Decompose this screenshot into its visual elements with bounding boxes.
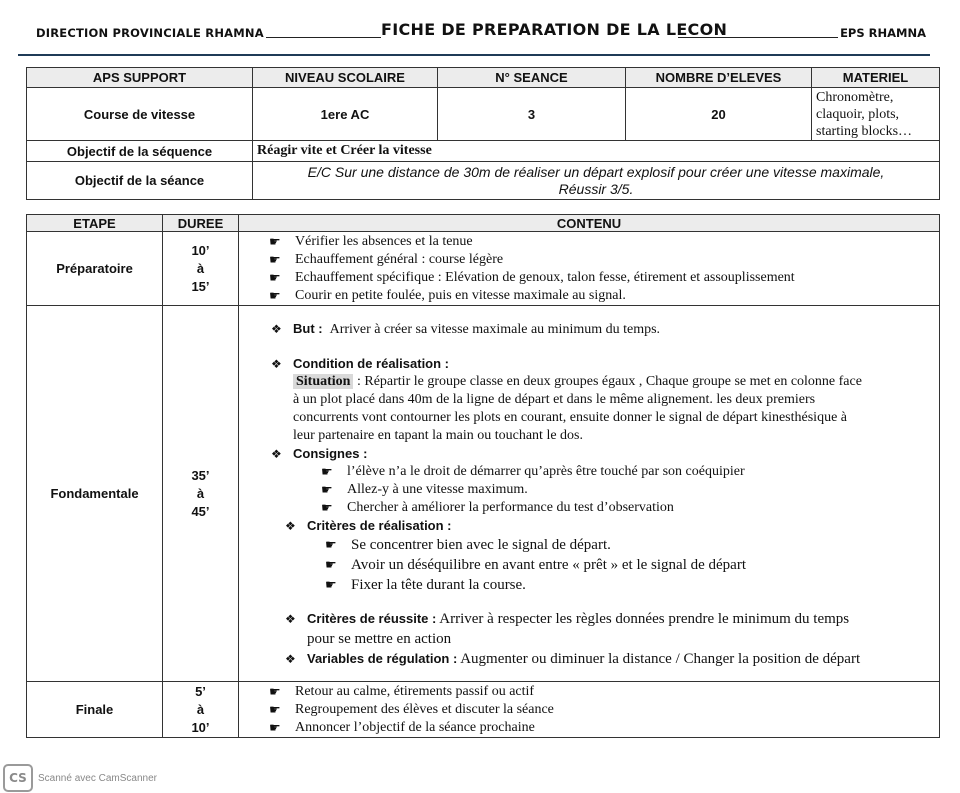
pointing-hand-icon: ☛ — [269, 234, 281, 249]
page-title: FICHE DE PREPARATION DE LA LECON — [381, 20, 728, 39]
list-item-text: Annoncer l’objectif de la séance prochaine — [295, 720, 535, 735]
pointing-hand-icon: ☛ — [269, 252, 281, 267]
pointing-hand-icon: ☛ — [269, 684, 281, 699]
list-item — [269, 269, 939, 287]
header-seance: N° SEANCE — [438, 68, 626, 88]
duree-sep: à — [196, 485, 205, 501]
objectif-seance-value — [253, 162, 940, 200]
list-item — [325, 575, 939, 595]
condition-section — [271, 355, 939, 373]
situation-line: à un plot placé dans 40m de la ligne de départ et dans le même alignement. les deux premiers — [293, 392, 816, 407]
objectif-sequence-row — [27, 141, 940, 162]
camscanner-watermark — [3, 764, 157, 792]
contenu-finale — [239, 682, 940, 738]
list-item-text: Chercher à améliorer la performance du test d’observation — [347, 500, 674, 515]
duree-end: 10’ — [191, 719, 210, 735]
pointing-hand-icon: ☛ — [325, 557, 337, 572]
diamond-bullet-icon: ❖ — [285, 519, 296, 533]
consignes-list — [271, 463, 939, 517]
list-item-text: Allez-y à une vitesse maximum. — [347, 482, 528, 497]
list-item — [321, 499, 939, 517]
objectif-seance-line: E/C Sur une distance de 30m de réaliser un départ explosif pour créer une vitesse maximale, — [307, 163, 885, 180]
diamond-bullet-icon: ❖ — [271, 322, 282, 336]
objectif-sequence-label: Objectif de la séquence — [27, 141, 253, 162]
variables-label: Variables de régulation : — [307, 651, 458, 666]
variables-text: Augmenter ou diminuer la distance / Changer la position de départ — [460, 651, 861, 667]
materiel-line: claquoir, plots, — [816, 106, 900, 122]
contenu-preparatoire — [239, 232, 940, 306]
situation-block — [271, 373, 939, 445]
row-finale — [27, 682, 940, 738]
header-left: DIRECTION PROVINCIALE RHAMNA — [36, 26, 264, 40]
list-item-text: Se concentrer bien avec le signal de départ. — [351, 537, 611, 553]
list-item-text: Avoir un déséquilibre en avant entre « prêt » et le signal de départ — [351, 557, 746, 573]
objectif-seance-row — [27, 162, 940, 200]
header-contenu: CONTENU — [239, 215, 940, 232]
etape-finale: Finale — [27, 682, 163, 738]
pointing-hand-icon: ☛ — [269, 270, 281, 285]
list-item — [269, 251, 939, 269]
list-item — [269, 683, 939, 701]
lesson-header-row — [27, 215, 940, 232]
situation-label: Situation — [293, 374, 353, 389]
header-aps: APS SUPPORT — [27, 68, 253, 88]
header-etape: ETAPE — [27, 215, 163, 232]
duree-sep: à — [196, 701, 205, 717]
info-header-row — [27, 68, 940, 88]
header-right: EPS RHAMNA — [840, 26, 926, 40]
list-item-text: l’élève n’a le droit de démarrer qu’après être touché par son coéquipier — [347, 464, 745, 479]
seance-value: 3 — [438, 88, 626, 141]
materiel-line: starting blocks… — [816, 123, 913, 139]
criteres-realisation-list — [271, 535, 939, 595]
camscanner-text: Scanné avec CamScanner — [38, 772, 157, 784]
consignes-label: Consignes : — [293, 446, 368, 461]
diamond-bullet-icon: ❖ — [285, 652, 296, 666]
list-item — [269, 701, 939, 719]
duree-preparatoire — [163, 232, 239, 306]
niveau-value: 1ere AC — [253, 88, 438, 141]
info-values-row — [27, 88, 940, 141]
duree-start: 10’ — [191, 242, 210, 258]
pointing-hand-icon: ☛ — [321, 500, 333, 515]
diamond-bullet-icon: ❖ — [271, 357, 282, 371]
duree-start: 35’ — [191, 467, 210, 483]
list-item — [321, 481, 939, 499]
but-text: Arriver à créer sa vitesse maximale au minimum du temps. — [329, 322, 661, 337]
etape-fondamentale: Fondamentale — [27, 306, 163, 682]
pointing-hand-icon: ☛ — [325, 537, 337, 552]
duree-end: 45’ — [191, 503, 210, 519]
etape-preparatoire: Préparatoire — [27, 232, 163, 306]
objectif-seance-label: Objectif de la séance — [27, 162, 253, 200]
list-item — [269, 233, 939, 251]
criteres-reussite-text: pour se mettre en action — [307, 631, 452, 647]
lesson-table — [26, 214, 940, 738]
materiel-line: Chronomètre, — [816, 89, 894, 105]
objectif-seance-line: Réussir 3/5. — [558, 180, 634, 197]
pointing-hand-icon: ☛ — [321, 482, 333, 497]
variables-section — [271, 649, 939, 669]
header-niveau: NIVEAU SCOLAIRE — [253, 68, 438, 88]
consignes-section — [271, 445, 939, 463]
header-rule-right — [678, 37, 838, 38]
list-item-text: Fixer la tête durant la course. — [351, 577, 526, 593]
list-item — [325, 535, 939, 555]
duree-sep: à — [196, 260, 205, 276]
info-table — [26, 67, 940, 200]
list-item-text: Courir en petite foulée, puis en vitesse maximale au signal. — [295, 288, 626, 303]
criteres-realisation-label: Critères de réalisation : — [307, 518, 452, 533]
header-divider — [18, 54, 930, 56]
list-item-text: Retour au calme, étirements passif ou actif — [295, 684, 535, 699]
pointing-hand-icon: ☛ — [269, 720, 281, 735]
list-item — [325, 555, 939, 575]
diamond-bullet-icon: ❖ — [285, 612, 296, 626]
diamond-bullet-icon: ❖ — [271, 447, 282, 461]
list-item-text: Echauffement général : course légère — [295, 252, 504, 267]
camscanner-logo-icon: CS — [3, 764, 33, 792]
criteres-reussite-section — [271, 609, 939, 649]
list-item-text: Regroupement des élèves et discuter la séance — [295, 702, 554, 717]
criteres-reussite-text: Arriver à respecter les règles données prendre le minimum du temps — [439, 611, 850, 627]
eleves-value: 20 — [626, 88, 812, 141]
row-preparatoire — [27, 232, 940, 306]
list-item — [321, 463, 939, 481]
list-item-text: Vérifier les absences et la tenue — [295, 234, 473, 249]
situation-line: leur partenaire en tapant la main ou touchant le dos. — [293, 428, 584, 443]
but-label: But : — [293, 321, 323, 336]
pointing-hand-icon: ☛ — [269, 702, 281, 717]
materiel-value — [812, 88, 940, 141]
situation-line: : Répartir le groupe classe en deux groupes égaux , Chaque groupe se met en colonne face — [353, 374, 862, 389]
row-fondamentale — [27, 306, 940, 682]
duree-finale — [163, 682, 239, 738]
aps-value: Course de vitesse — [27, 88, 253, 141]
pointing-hand-icon: ☛ — [269, 288, 281, 303]
criteres-realisation-section — [271, 517, 939, 535]
header-rule-left — [266, 37, 381, 38]
duree-fondamentale — [163, 306, 239, 682]
but-section — [271, 320, 939, 339]
list-item — [269, 719, 939, 737]
pointing-hand-icon: ☛ — [321, 464, 333, 479]
objectif-sequence-value: Réagir vite et Créer la vitesse — [253, 141, 940, 162]
list-item-text: Echauffement spécifique : Elévation de genoux, talon fesse, étirement et assouplissement — [295, 270, 795, 285]
situation-line: concurrents vont contourner les plots en courant, ensuite donner le signal de départ kinesthésique à — [293, 410, 847, 425]
contenu-fondamentale — [239, 306, 940, 682]
list-item — [269, 287, 939, 305]
pointing-hand-icon: ☛ — [325, 577, 337, 592]
duree-end: 15’ — [191, 278, 210, 294]
header-eleves: NOMBRE D’ELEVES — [626, 68, 812, 88]
duree-start: 5’ — [195, 683, 206, 699]
criteres-reussite-label: Critères de réussite : — [307, 611, 437, 626]
page-header — [36, 20, 926, 44]
header-duree: DUREE — [163, 215, 239, 232]
header-materiel: MATERIEL — [812, 68, 940, 88]
condition-label: Condition de réalisation : — [293, 356, 450, 371]
